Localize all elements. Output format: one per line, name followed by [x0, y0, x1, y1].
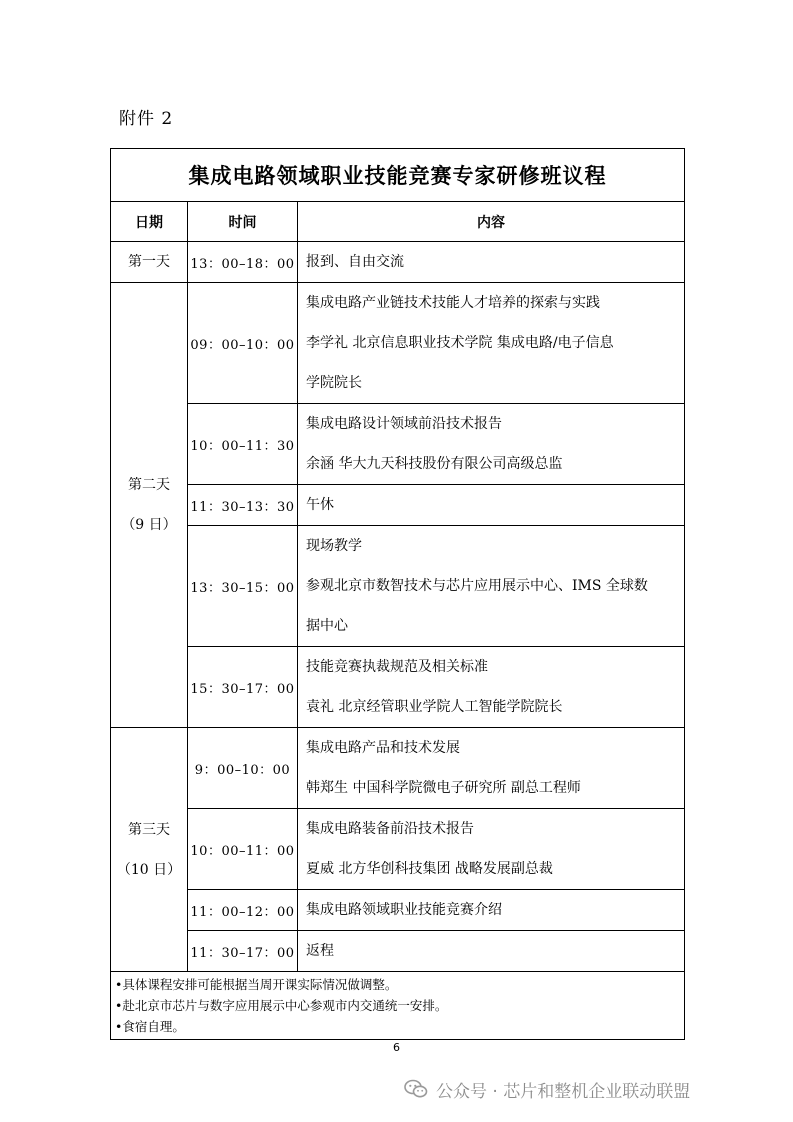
- header-date: 日期: [111, 202, 188, 242]
- content-line: 集成电路装备前沿技术报告: [306, 821, 474, 837]
- title-row: [111, 149, 685, 202]
- attachment-label: 附件 2: [119, 109, 174, 129]
- time-cell: 09：00–10：00: [188, 283, 298, 404]
- content-cell: [298, 283, 685, 404]
- content-line: 技能竞赛执裁规范及相关标准: [306, 659, 488, 675]
- wechat-icon: [404, 1078, 428, 1100]
- table-row: [111, 931, 685, 972]
- table-title: 集成电路领域职业技能竞赛专家研修班议程: [111, 149, 685, 202]
- content-line: 韩郑生 中国科学院微电子研究所 副总工程师: [306, 780, 581, 796]
- time-cell: 10：00–11：00: [188, 809, 298, 890]
- time-cell: 15：30–17：00: [188, 647, 298, 728]
- note-line: •具体课程安排可能根据当周开课实际情况做调整。: [115, 977, 398, 992]
- time-cell: 13：00–18：00: [188, 242, 298, 283]
- day-date: （10 日）: [116, 861, 182, 878]
- content-cell: [298, 647, 685, 728]
- content-cell: [298, 931, 685, 972]
- content-line: 报到、自由交流: [306, 254, 404, 270]
- header-row: [111, 202, 685, 242]
- time-cell: 9：00–10：00: [188, 728, 298, 809]
- content-line: 夏威 北方华创科技集团 战略发展副总裁: [306, 861, 553, 877]
- content-line: 集成电路领域职业技能竞赛介绍: [306, 902, 502, 918]
- table-row: [111, 647, 685, 728]
- day-cell: [111, 283, 188, 728]
- table-row: [111, 526, 685, 647]
- watermark: [404, 1074, 690, 1104]
- content-line: 集成电路产品和技术发展: [306, 740, 460, 756]
- time-cell: 11：30–13：30: [188, 485, 298, 526]
- content-line: 袁礼 北京经管职业学院人工智能学院院长: [306, 699, 563, 715]
- table-row: [111, 485, 685, 526]
- content-line: 午休: [306, 497, 334, 513]
- table-row: [111, 404, 685, 485]
- table-row: [111, 242, 685, 283]
- note-line: •食宿自理。: [115, 1019, 185, 1034]
- content-line: 参观北京市数智技术与芯片应用展示中心、IMS 全球数: [306, 578, 648, 594]
- day-label: 第二天: [128, 477, 170, 493]
- content-line: 集成电路产业链技术技能人才培养的探索与实践: [306, 295, 600, 311]
- day-label: 第三天: [128, 821, 170, 838]
- content-cell: [298, 890, 685, 931]
- note-line: •赴北京市芯片与数字应用展示中心参观市内交通统一安排。: [115, 998, 448, 1013]
- content-line: 学院院长: [306, 375, 362, 391]
- watermark-text: 公众号 · 芯片和整机企业联动联盟: [436, 1081, 691, 1102]
- content-cell: [298, 809, 685, 890]
- content-line: 返程: [306, 943, 334, 959]
- content-cell: [298, 404, 685, 485]
- notes-cell: [111, 972, 685, 1040]
- agenda-table: [110, 148, 685, 1040]
- header-time: 时间: [188, 202, 298, 242]
- content-line: 余涵 华大九天科技股份有限公司高级总监: [306, 456, 563, 472]
- content-line: 集成电路设计领域前沿技术报告: [306, 416, 502, 432]
- day-date: （9 日）: [121, 517, 177, 533]
- content-cell: [298, 526, 685, 647]
- table-row: [111, 809, 685, 890]
- content-cell: [298, 728, 685, 809]
- content-line: 李学礼 北京信息职业技术学院 集成电路/电子信息: [306, 335, 614, 351]
- content-cell: [298, 242, 685, 283]
- table-row: [111, 890, 685, 931]
- time-cell: 10：00–11：30: [188, 404, 298, 485]
- table-row: [111, 283, 685, 404]
- table-row: [111, 728, 685, 809]
- time-cell: 13：30–15：00: [188, 526, 298, 647]
- day-label: 第一天: [111, 242, 188, 283]
- page-number: 6: [393, 1041, 400, 1054]
- content-cell: [298, 485, 685, 526]
- content-line: 据中心: [306, 618, 348, 634]
- notes-row: [111, 972, 685, 1040]
- time-cell: 11：30–17：00: [188, 931, 298, 972]
- time-cell: 11：00–12：00: [188, 890, 298, 931]
- content-line: 现场教学: [306, 538, 362, 554]
- day-cell: [111, 728, 188, 972]
- header-content: 内容: [298, 202, 685, 242]
